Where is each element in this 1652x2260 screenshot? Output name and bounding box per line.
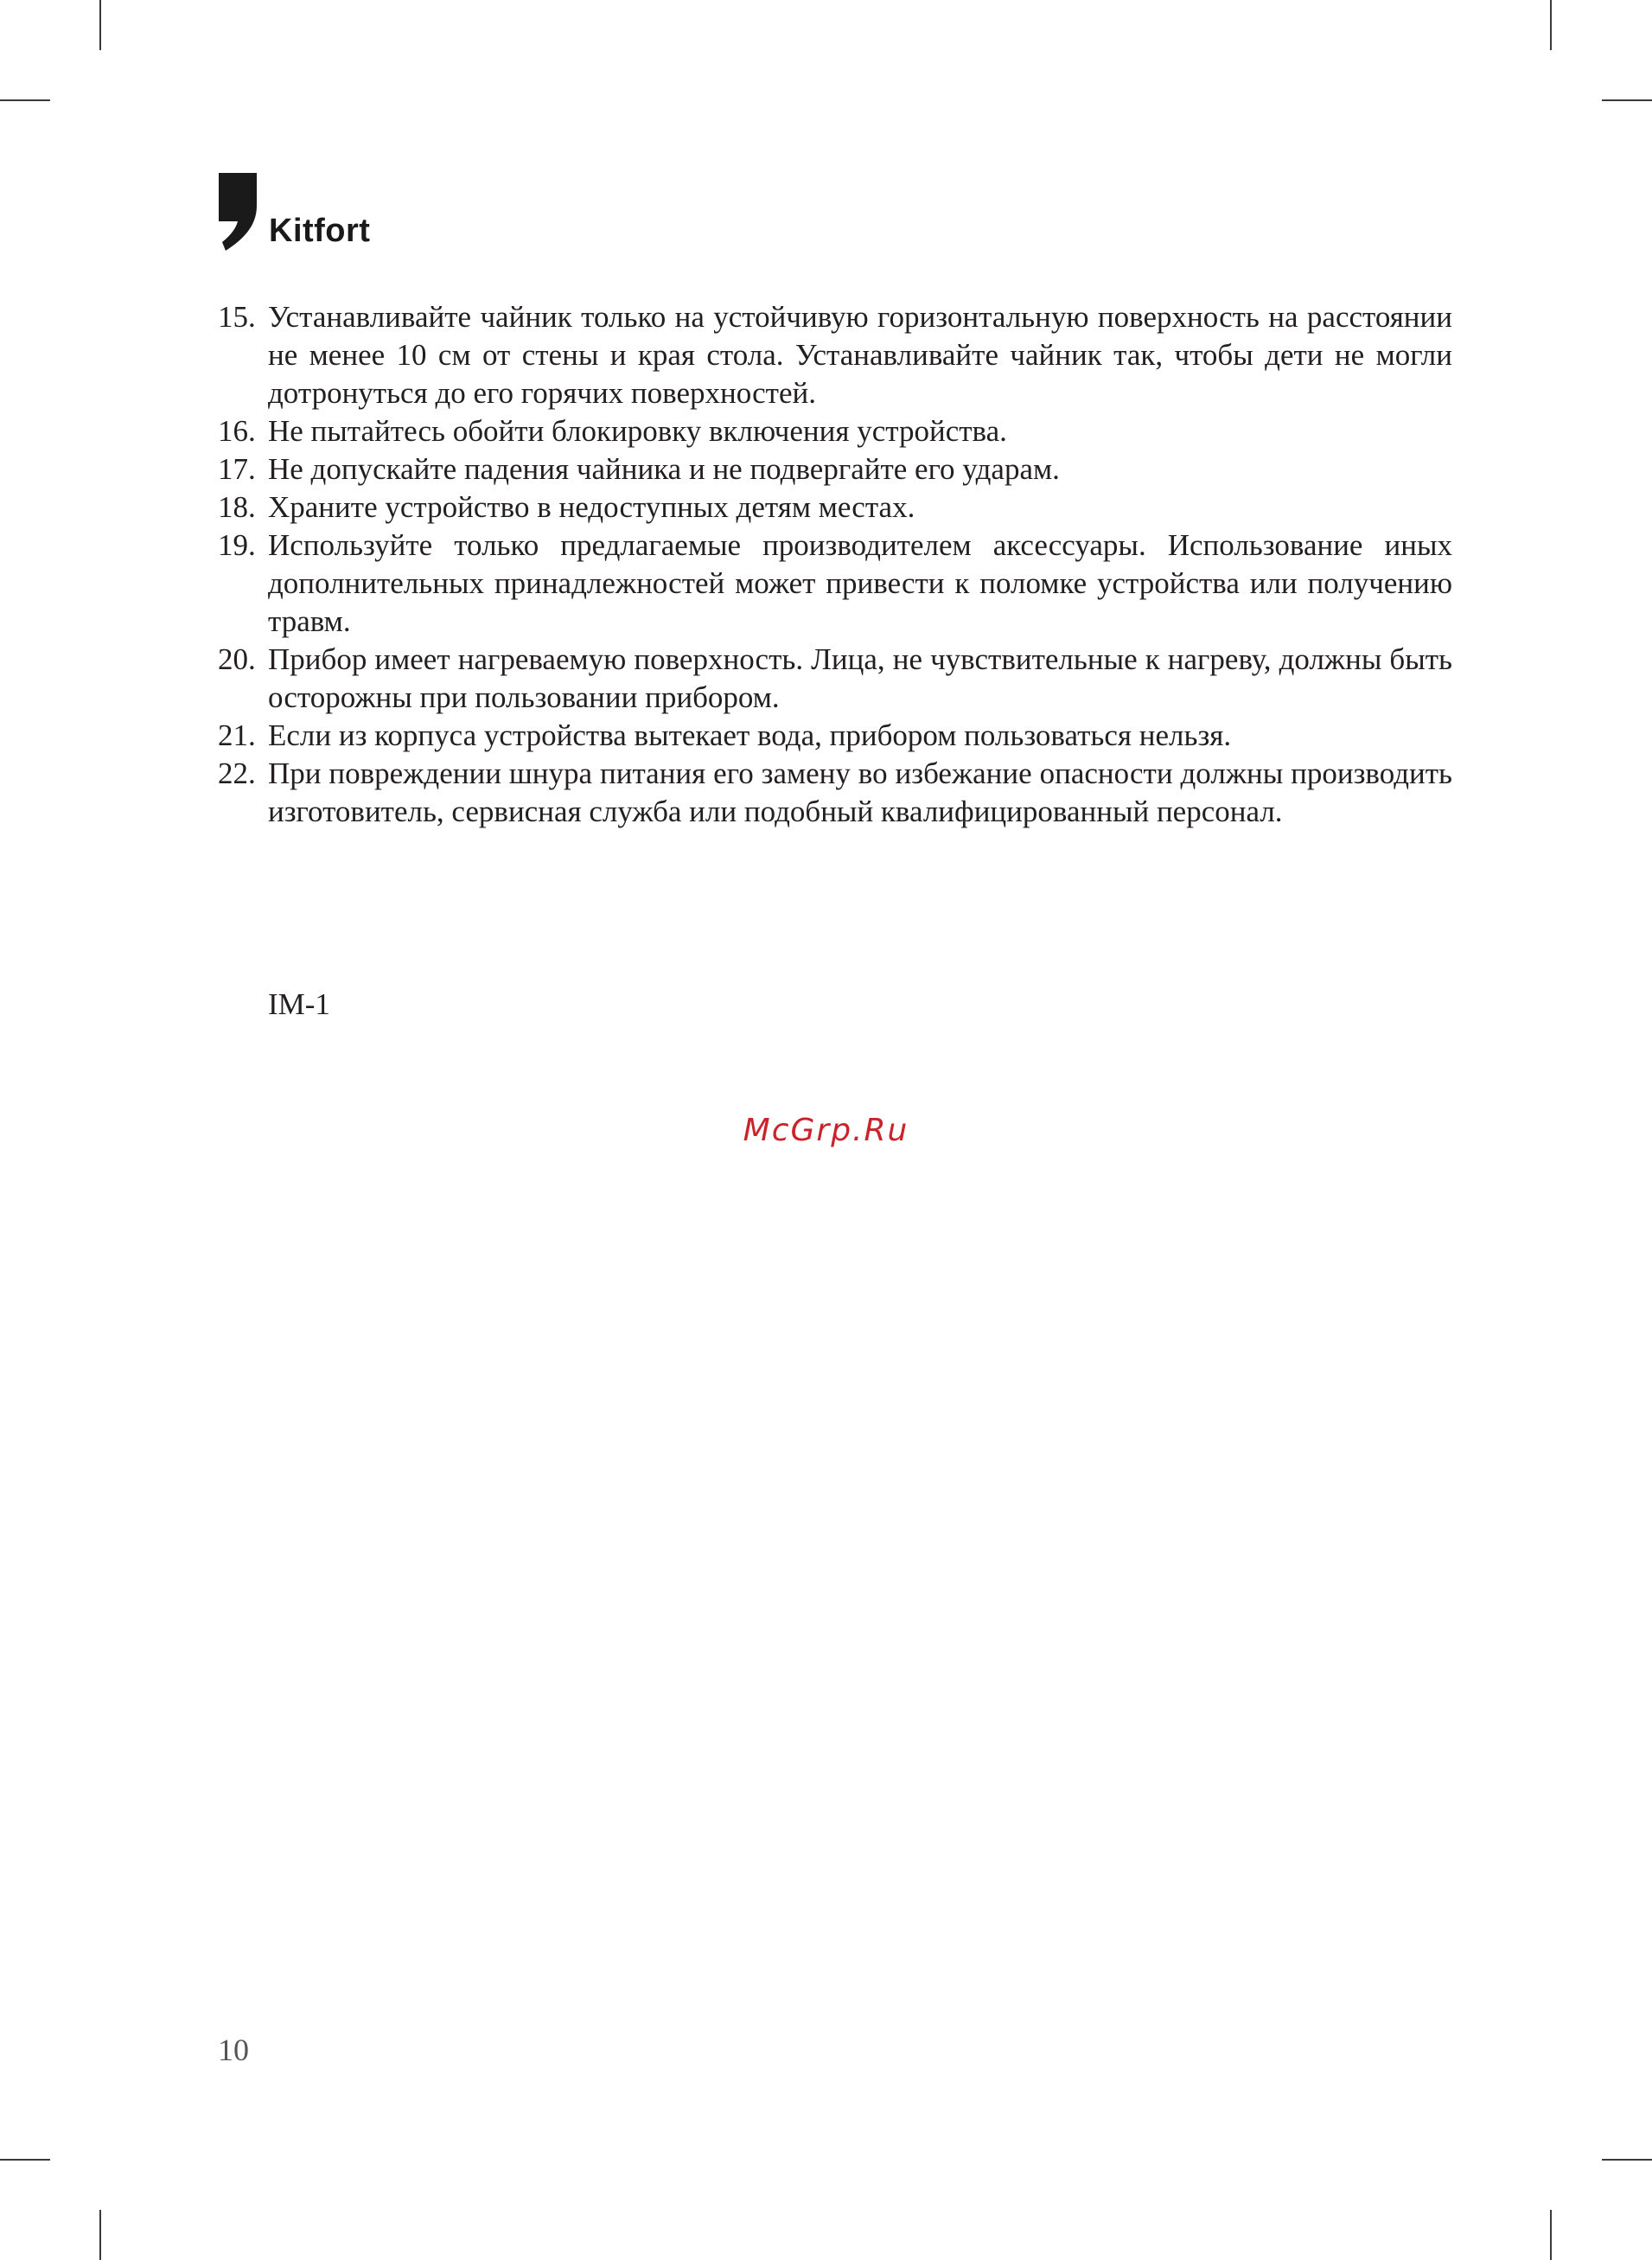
crop-mark-top-left-vertical [99,0,101,50]
item-number: 18. [218,490,256,524]
list-item [218,717,1452,755]
crop-mark-bottom-right-vertical [1550,2210,1552,2260]
item-text: Устанавливайте чайник только на устойчивую горизонтальную поверхность на расстоянии не менее 10 см от стены и края стола. Устанавливайте чайник так, чтобы дети не могли дотронуться до его горячих поверхностей. [268,300,1452,410]
item-text: Прибор имеет нагреваемую поверхность. Лица, не чувствительные к нагреву, должны быть осторожны при пользовании прибором. [268,642,1452,714]
list-item [218,755,1452,831]
item-text: Не допускайте падения чайника и не подвергайте его ударам. [268,452,1060,486]
item-text: Используйте только предлагаемые производителем аксессуары. Использование иных дополнительных принадлежностей может привести к поломке устройства или получению травм. [268,528,1452,638]
crop-mark-top-left-horizontal [0,99,50,101]
item-number: 21. [218,718,256,752]
item-text: При повреждении шнура питания его замену во избежание опасности должны производить изготовитель, сервисная служба или подобный квалифицированный персонал. [268,757,1452,828]
list-item [218,450,1452,488]
item-number: 15. [218,300,256,334]
crop-mark-bottom-left-horizontal [0,2159,50,2161]
list-item [218,488,1452,527]
item-text: Не пытайтесь обойти блокировку включения устройства. [268,414,1007,448]
page-number: 10 [218,2033,249,2067]
crop-mark-bottom-right-horizontal [1602,2159,1652,2161]
list-item [218,298,1452,412]
item-number: 22. [218,757,256,790]
model-code: IM-1 [268,987,330,1021]
logo-wordmark: Kitfort [269,213,371,249]
crop-mark-top-right-horizontal [1602,99,1652,101]
item-number: 20. [218,642,256,676]
item-number: 17. [218,452,256,486]
safety-instructions-list [218,298,1452,831]
item-number: 19. [218,528,256,562]
item-number: 16. [218,414,256,448]
crop-mark-bottom-left-vertical [99,2210,101,2260]
item-text: Храните устройство в недоступных детям местах. [268,490,915,524]
kitfort-logo [219,173,392,255]
crop-mark-top-right-vertical [1550,0,1552,50]
watermark-link[interactable]: McGrp.Ru [743,1113,909,1148]
list-item [218,641,1452,717]
item-text: Если из корпуса устройства вытекает вода, прибором пользоваться нельзя. [268,718,1232,752]
list-item [218,412,1452,450]
kitfort-logo-mark-icon [219,173,271,255]
list-item [218,527,1452,641]
